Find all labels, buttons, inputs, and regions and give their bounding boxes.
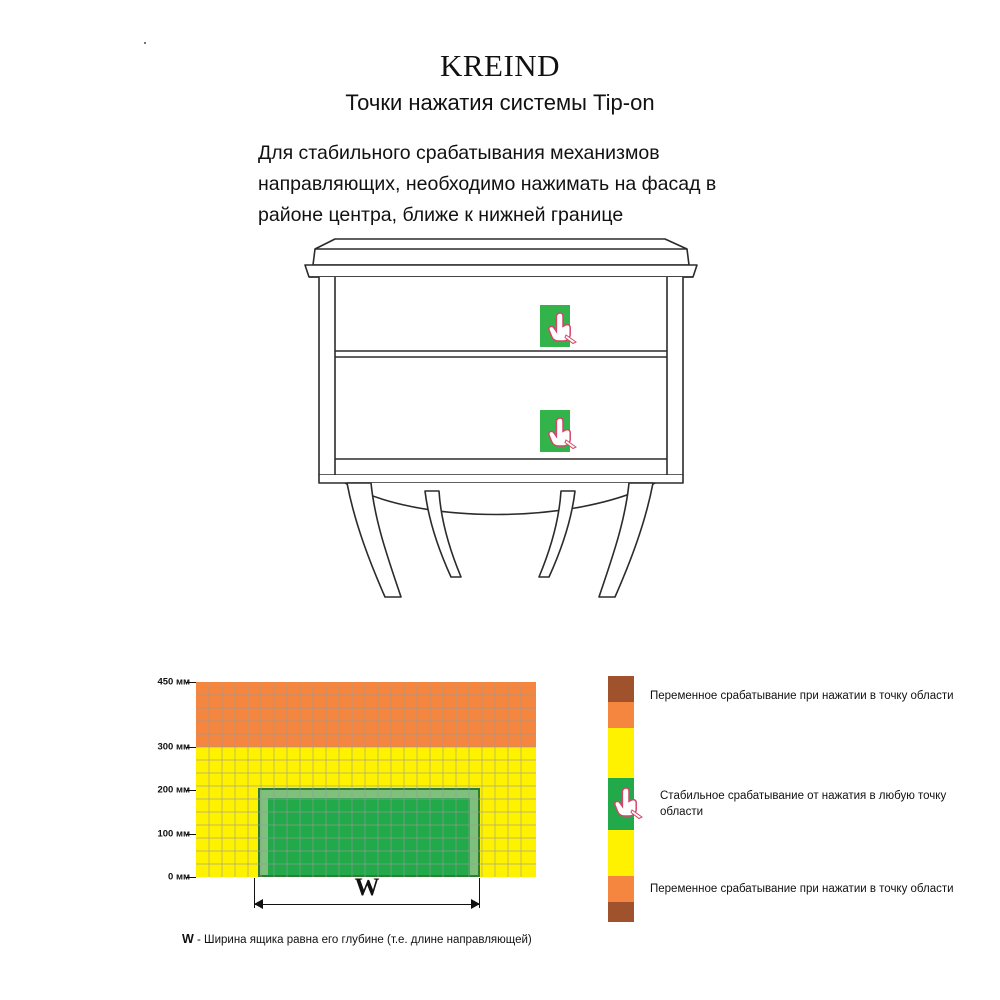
brand-title: KREIND bbox=[439, 48, 561, 83]
band-green-inner bbox=[268, 798, 470, 875]
legend-swatch-yellow-upper bbox=[608, 728, 634, 778]
nightstand-illustration bbox=[275, 225, 725, 615]
legend-swatch-yellow-lower bbox=[608, 830, 634, 876]
intro-paragraph: Для стабильного срабатывания механизмов направляющих, необходимо нажимать на фасад в районе центра, ближе к нижней границе bbox=[258, 142, 717, 226]
legend-swatch-brown-top bbox=[608, 676, 634, 702]
legend-label-variable-bottom: Переменное срабатывание при нажатии в точку области bbox=[650, 883, 954, 895]
chart-legend bbox=[608, 676, 978, 916]
ytick-label: 100 мм bbox=[157, 828, 190, 840]
band-orange bbox=[196, 682, 536, 747]
ytick-label: 200 мм bbox=[157, 784, 190, 796]
width-note bbox=[182, 932, 532, 946]
pointing-hand-icon bbox=[612, 784, 646, 820]
legend-swatch-orange-top bbox=[608, 702, 634, 728]
width-label: W bbox=[354, 874, 380, 901]
pointing-hand-icon bbox=[546, 414, 580, 450]
nightstand-drawing bbox=[275, 225, 725, 615]
legend-label-variable-top: Переменное срабатывание при нажатии в точку области bbox=[650, 690, 954, 702]
legend-swatch-orange-bottom bbox=[608, 876, 634, 902]
dimension-line-horizontal bbox=[254, 904, 480, 905]
width-note-text: - Ширина ящика равна его глубине (т.е. длине направляющей) bbox=[193, 934, 532, 946]
ytick-label: 450 мм bbox=[157, 676, 190, 688]
legend-swatch-brown-bottom bbox=[608, 902, 634, 922]
chart-plot-area bbox=[157, 676, 536, 883]
press-point-lower-drawer bbox=[540, 410, 570, 452]
width-note-symbol: W bbox=[182, 932, 194, 946]
width-dimension bbox=[254, 874, 480, 924]
stray-dot bbox=[144, 42, 146, 44]
pointing-hand-icon bbox=[546, 309, 580, 345]
legend-label-stable: Стабильное срабатывание от нажатия в любую точку области bbox=[660, 790, 947, 818]
press-point-upper-drawer bbox=[540, 305, 570, 347]
band-green-outer bbox=[258, 788, 480, 877]
ytick-label: 0 мм bbox=[168, 871, 190, 883]
activation-zone-chart bbox=[0, 660, 1000, 960]
ytick-label: 300 мм bbox=[157, 741, 190, 753]
page-subtitle: Точки нажатия системы Tip-on bbox=[345, 90, 655, 115]
